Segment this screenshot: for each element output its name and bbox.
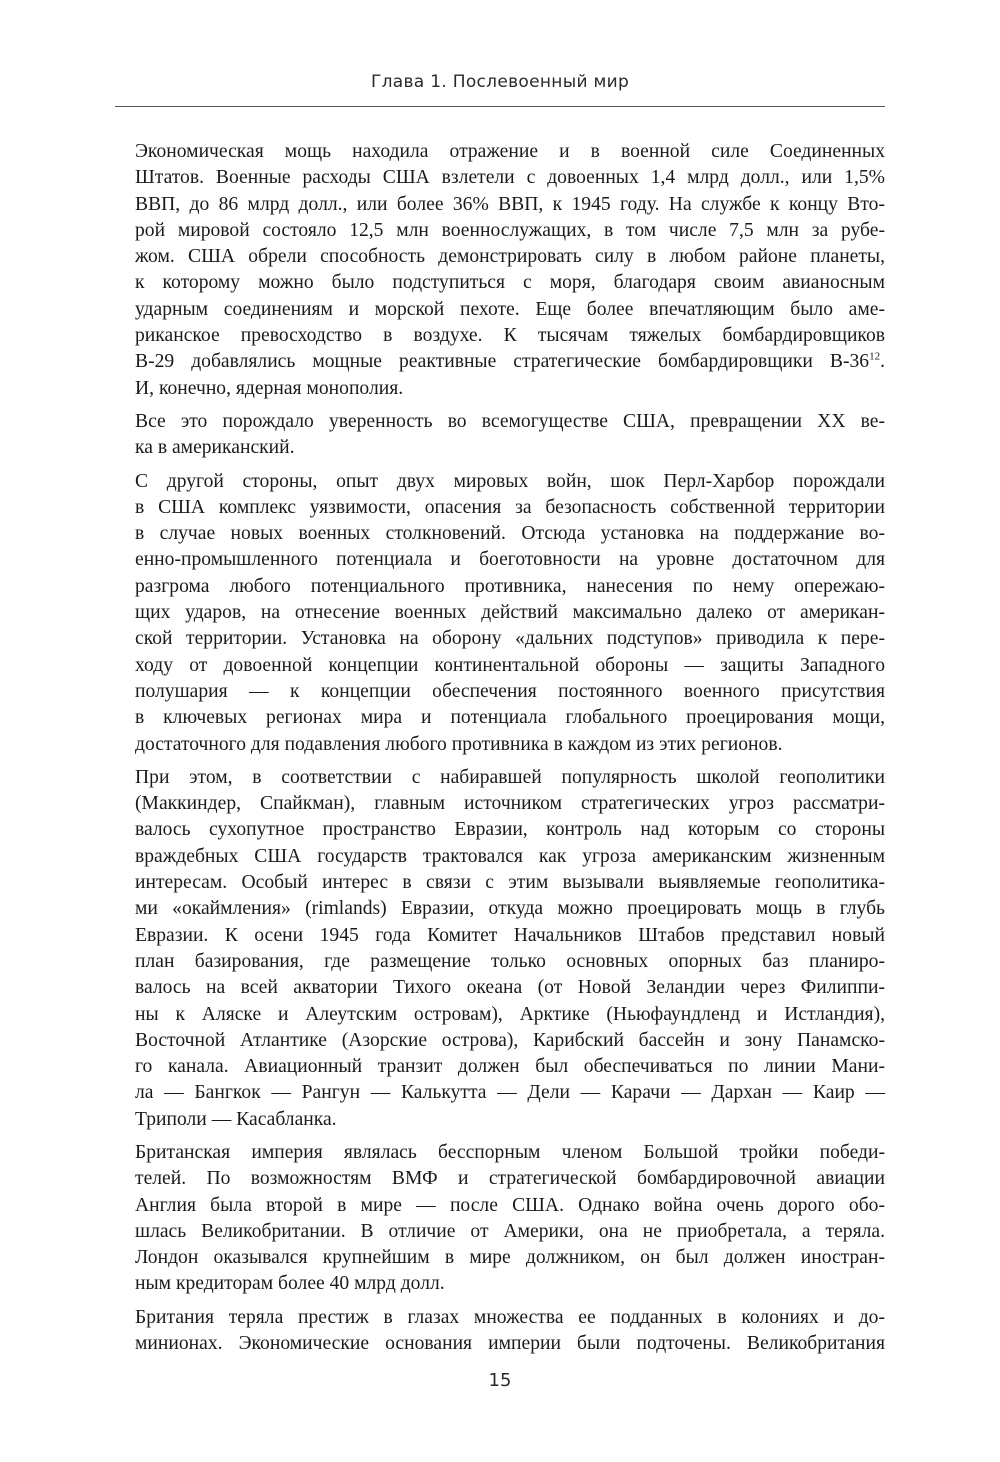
paragraph-1: [115, 139, 885, 402]
paragraph-6: [115, 1305, 885, 1358]
text-line: интересам. Особый интерес в связи с этим вызывали выявляемые геополитика-: [135, 872, 885, 894]
text-line: Штатов. Военные расходы США взлетели с довоенных 1,4 млрд долл., или 1,5%: [135, 167, 885, 189]
footnote-trailing-punct: .: [880, 351, 885, 373]
text-line: враждебных США государств трактовался как угроза американским жизненным: [135, 845, 885, 867]
text-line: валось сухопутное пространство Евразии, контроль над которым со стороны: [135, 819, 885, 841]
text-line: го канала. Авиационный транзит должен был обеспечиваться по линии Мани-: [135, 1056, 885, 1078]
text-line: ской территории. Установка на оборону «дальних подступов» приводила к пере-: [135, 628, 885, 650]
text-line: Британия теряла престиж в глазах множества ее подданных в колониях и до-: [135, 1306, 885, 1328]
text-line: в США комплекс уязвимости, опасения за безопасность собственной территории: [135, 496, 885, 518]
paragraph-5: [115, 1140, 885, 1298]
text-line: полушария — к концепции обеспечения постоянного военного присутствия: [135, 680, 885, 702]
text-line: ным кредиторам более 40 млрд долл.: [135, 1273, 445, 1295]
header-rule: [115, 106, 885, 107]
paragraph-2: [115, 409, 885, 462]
text-line: жом. США обрели способность демонстрировать силу в любом районе планеты,: [135, 246, 885, 268]
text-line: телей. По возможностям ВМФ и стратегической бомбардировочной авиации: [135, 1168, 885, 1190]
text-line: ударным соединениям и морской пехоте. Еще более впечатляющим было аме-: [135, 298, 885, 320]
text-line: Экономическая мощь находила отражение и в военной силе Соединенных: [135, 141, 885, 162]
text-line: в случае новых военных столкновений. Отсюда установка на поддержание во-: [135, 523, 885, 545]
text-line: С другой стороны, опыт двух мировых войн, шок Перл-Харбор порождали: [135, 470, 885, 492]
text-line: щих ударов, на отнесение военных действий максимально далеко от американ-: [135, 602, 885, 624]
text-line: достаточного для подавления любого противника в каждом из этих регионов.: [135, 733, 783, 755]
text-line: енно-промышленного потенциала и боеготовности на уровне достаточном для: [135, 549, 885, 571]
text-line: разгрома любого потенциального противника, нанесения по нему опережаю-: [135, 575, 885, 597]
paragraph-4: [115, 765, 885, 1133]
text-line: шлась Великобритании. В отличие от Америки, она не приобретала, а теряла.: [135, 1220, 885, 1242]
text-line: план базирования, где размещение только основных опорных баз планиро-: [135, 950, 885, 972]
text-line: рой мировой состояло 12,5 млн военнослужащих, в том числе 7,5 млн за рубе-: [135, 219, 885, 241]
paragraph-3: [115, 469, 885, 758]
text-line: ка в американский.: [135, 437, 295, 459]
text-line: риканское превосходство в воздухе. К тысячам тяжелых бомбардировщиков: [135, 325, 885, 347]
text-line: валось на всей акватории Тихого океана (от Новой Зеландии через Филиппи-: [135, 977, 885, 999]
page-number: 15: [488, 1370, 512, 1391]
text-line: к которому можно было подступиться с моря, благодаря своим авианосным: [135, 272, 885, 294]
text-line: Британская империя являлась бесспорным членом Большой тройки победи-: [135, 1141, 885, 1163]
text-line: (Маккиндер, Спайкман), главным источником стратегических угроз рассматри-: [135, 793, 885, 815]
body-text: [115, 139, 885, 1364]
text-line: Евразии. К осени 1945 года Комитет Начальников Штабов представил новый: [135, 924, 885, 946]
text-line: в ключевых регионах мира и потенциала глобального проецирования мощи,: [135, 707, 885, 729]
text-line: минионах. Экономические основания империи были подточены. Великобритания: [135, 1333, 885, 1355]
footnote-reference[interactable]: 12: [869, 350, 881, 363]
running-head: Глава 1. Послевоенный мир: [370, 72, 630, 92]
text-line: ми «окаймления» (rimlands) Евразии, откуда можно проецировать мощь в глубь: [135, 898, 885, 920]
text-line-with-footnote: [115, 349, 885, 375]
text-line: Триполи — Касабланка.: [135, 1108, 337, 1130]
text-line: ВВП, до 86 млрд долл., или более 36% ВВП, к 1945 году. На службе к концу Вто-: [135, 193, 885, 215]
text-line: ла — Бангкок — Рангун — Калькутта — Дели — Карачи — Дархан — Каир —: [135, 1082, 885, 1104]
text-line: Англия была второй в мире — после США. Однако война очень дорого обо-: [135, 1194, 885, 1216]
text-line: Восточной Атлантике (Азорские острова), Карибский бассейн и зону Панамско-: [135, 1029, 885, 1051]
text-line: И, конечно, ядерная монополия.: [135, 377, 404, 399]
text-line: Лондон оказывался крупнейшим в мире должником, он был должен иностран-: [135, 1247, 885, 1269]
text-line: При этом, в соответствии с набиравшей популярность школой геополитики: [135, 766, 885, 788]
text-line: ходу от довоенной концепции континентальной обороны — защиты Западного: [135, 654, 885, 676]
text-line: ны к Аляске и Алеутским островам), Арктике (Ньюфаундленд и Истландия),: [135, 1003, 885, 1025]
text-line: Все это порождало уверенность во всемогуществе США, превращении XX ве-: [135, 410, 885, 432]
text-line: B-29 добавлялись мощные реактивные стратегические бомбардировщики B-36: [135, 351, 870, 373]
